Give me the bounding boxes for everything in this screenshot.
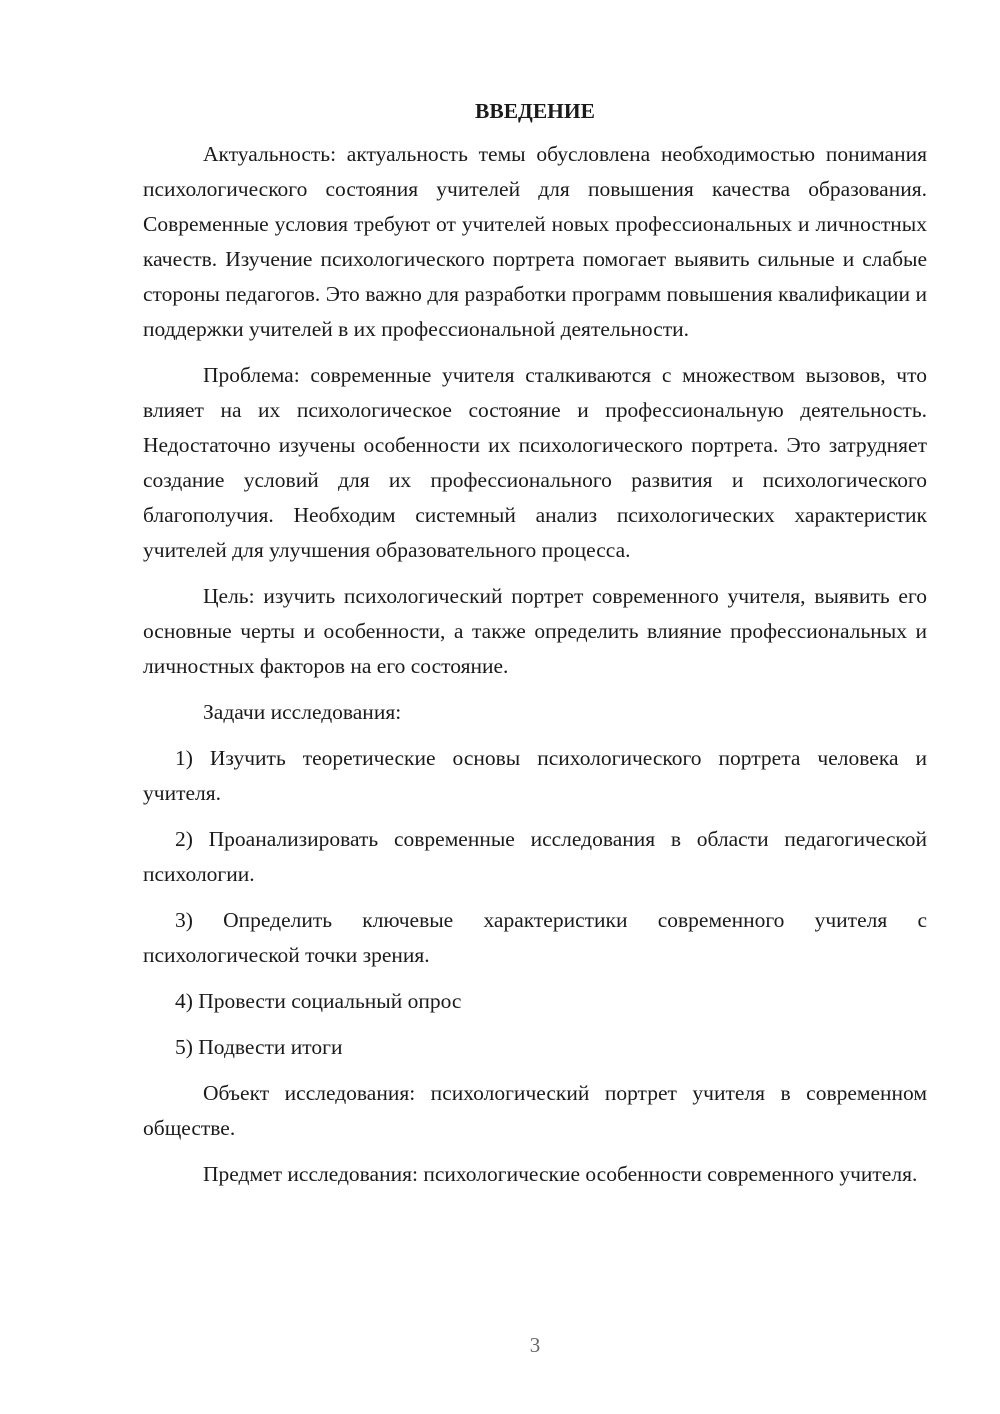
task-item: 1) Изучить теоретические основы психологического портрета человека и учителя.	[143, 746, 927, 805]
task-item: 4) Провести социальный опрос	[175, 989, 462, 1013]
page-number: 3	[529, 1333, 541, 1357]
task-item: 3) Определить ключевые характеристики современного учителя с психологической точки зрения.	[143, 908, 927, 967]
problem-paragraph: Проблема: современные учителя сталкиваются с множеством вызовов, что влияет на их психологическое состояние и профессиональную деятельность. Недостаточно изучены особенности их психологического портрета. Это затрудняет создание условий для их профессионального развития и психологического благополучия. Необходим системный анализ психологических характеристик учителей для улучшения образовательного процесса.	[143, 363, 927, 562]
subject-paragraph: Предмет исследования: психологические особенности современного учителя.	[203, 1162, 918, 1186]
object-paragraph: Объект исследования: психологический портрет учителя в современном обществе.	[143, 1081, 927, 1140]
task-item: 2) Проанализировать современные исследования в области педагогической психологии.	[143, 827, 927, 886]
relevance-paragraph: Актуальность: актуальность темы обусловлена необходимостью понимания психологического состояния учителей для повышения качества образования. Современные условия требуют от учителей новых профессиональных и личностных качеств. Изучение психологического портрета помогает выявить сильные и слабые стороны педагогов. Это важно для разработки программ повышения квалификации и поддержки учителей в их профессиональной деятельности.	[143, 142, 927, 341]
goal-paragraph: Цель: изучить психологический портрет современного учителя, выявить его основные черты и особенности, а также определить влияние профессиональных и личностных факторов на его состояние.	[143, 584, 927, 678]
page-heading: ВВЕДЕНИЕ	[475, 99, 595, 123]
page-content	[143, 95, 927, 1203]
tasks-title: Задачи исследования:	[203, 700, 402, 724]
task-item: 5) Подвести итоги	[175, 1035, 343, 1059]
